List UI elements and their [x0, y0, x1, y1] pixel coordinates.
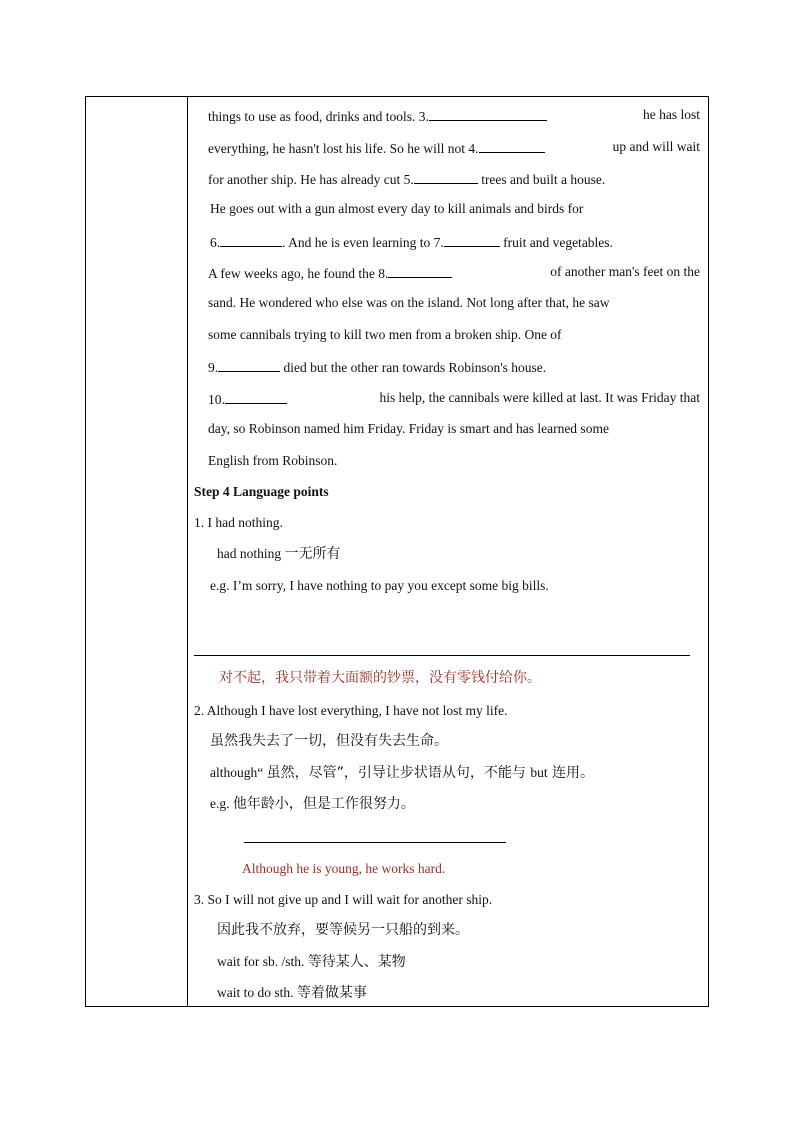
- passage-text: of another man's feet on the: [550, 264, 700, 279]
- point-1-title: 1. I had nothing.: [194, 515, 283, 530]
- passage-text: he has lost: [643, 107, 700, 122]
- point-2-example: [210, 797, 415, 811]
- passage-line-11: day, so Robinson named him Friday. Friday is smart and has learned some: [208, 421, 609, 436]
- passage-text: for another ship. He has already cut 5.: [208, 172, 414, 187]
- step4-heading: Step 4 Language points: [194, 484, 329, 499]
- passage-text: 9.: [208, 360, 219, 375]
- passage-text: 10.: [208, 392, 225, 407]
- passage-line-5: [210, 234, 613, 250]
- blank-3[interactable]: [429, 108, 547, 121]
- passage-text: died but the other ran towards Robinson's house.: [283, 360, 547, 375]
- passage-line-7: sand. He wondered who else was on the island. Not long after that, he saw: [208, 295, 610, 310]
- blank-5[interactable]: [414, 171, 478, 184]
- note-en-but: but: [530, 765, 548, 780]
- column-divider: [187, 97, 188, 1006]
- passage-text: fruit and vegetables.: [503, 235, 613, 250]
- answer-line[interactable]: [194, 655, 690, 656]
- passage-line-12: English from Robinson.: [208, 453, 338, 468]
- passage-text: 6.: [210, 235, 221, 250]
- point-2-title: 2. Although I have lost everything, I have not lost my life.: [194, 703, 508, 718]
- passage-line-8: some cannibals trying to kill two men from a broken ship. One of: [208, 327, 562, 342]
- item-zh: 等着做某事: [296, 985, 367, 1001]
- blank-7[interactable]: [444, 234, 500, 247]
- passage-line-4: He goes out with a gun almost every day to kill animals and birds for: [210, 201, 584, 216]
- blank-8[interactable]: [388, 265, 452, 278]
- note-zh-end: 连用。: [547, 765, 595, 781]
- blank-6[interactable]: [220, 234, 282, 247]
- point-2-translation: 虽然我失去了一切，但没有失去生命。: [210, 733, 448, 749]
- blank-9[interactable]: [218, 359, 280, 372]
- note-zh: 虽然，尽管”，引导让步状语从句，不能与: [266, 765, 531, 781]
- note-en: although“: [210, 765, 267, 780]
- passage-line-9: [208, 359, 546, 375]
- passage-text: trees and built a house.: [481, 172, 606, 187]
- phrase-en: had nothing: [217, 546, 285, 561]
- blank-4[interactable]: [479, 140, 545, 153]
- passage-text: . And he is even learning to 7.: [282, 235, 444, 250]
- passage-text: everything, he hasn't lost his life. So he will not 4.: [208, 141, 479, 156]
- eg-label: e.g.: [210, 796, 233, 811]
- point-3-title: 3. So I will not give up and I will wait for another ship.: [194, 892, 493, 907]
- point-3-item-2: [217, 986, 367, 1000]
- point-3-translation: 因此我不放弃，要等候另一只船的到来。: [217, 922, 469, 938]
- point-1-phrase: [217, 547, 341, 561]
- eg-zh: 他年龄小，但是工作很努力。: [232, 796, 415, 812]
- point-2-note: [210, 766, 594, 780]
- point-1-example: e.g. I’m sorry, I have nothing to pay you except some big bills.: [210, 578, 549, 593]
- passage-line-2: [208, 140, 700, 156]
- blank-10[interactable]: [225, 391, 287, 404]
- worksheet-table: [85, 96, 709, 1007]
- passage-text: his help, the cannibals were killed at last. It was Friday that: [379, 390, 700, 405]
- item-en: wait to do sth.: [217, 985, 297, 1000]
- passage-text: up and will wait: [612, 139, 700, 154]
- point-3-item-1: [217, 955, 406, 969]
- passage-text: things to use as food, drinks and tools. 3.: [208, 109, 429, 124]
- phrase-zh: 一无所有: [284, 546, 341, 562]
- point-2-answer: Although he is young, he works hard.: [242, 861, 446, 876]
- answer-line[interactable]: [244, 842, 506, 843]
- passage-line-10: [208, 391, 700, 407]
- passage-line-6: [208, 265, 700, 281]
- item-zh: 等待某人、某物: [307, 954, 406, 970]
- item-en: wait for sb. /sth.: [217, 954, 308, 969]
- passage-line-3: [208, 171, 605, 187]
- passage-text: A few weeks ago, he found the 8.: [208, 266, 389, 281]
- passage-line-1: [208, 108, 700, 124]
- point-1-answer: 对不起，我只带着大面额的钞票，没有零钱付给你。: [219, 670, 541, 686]
